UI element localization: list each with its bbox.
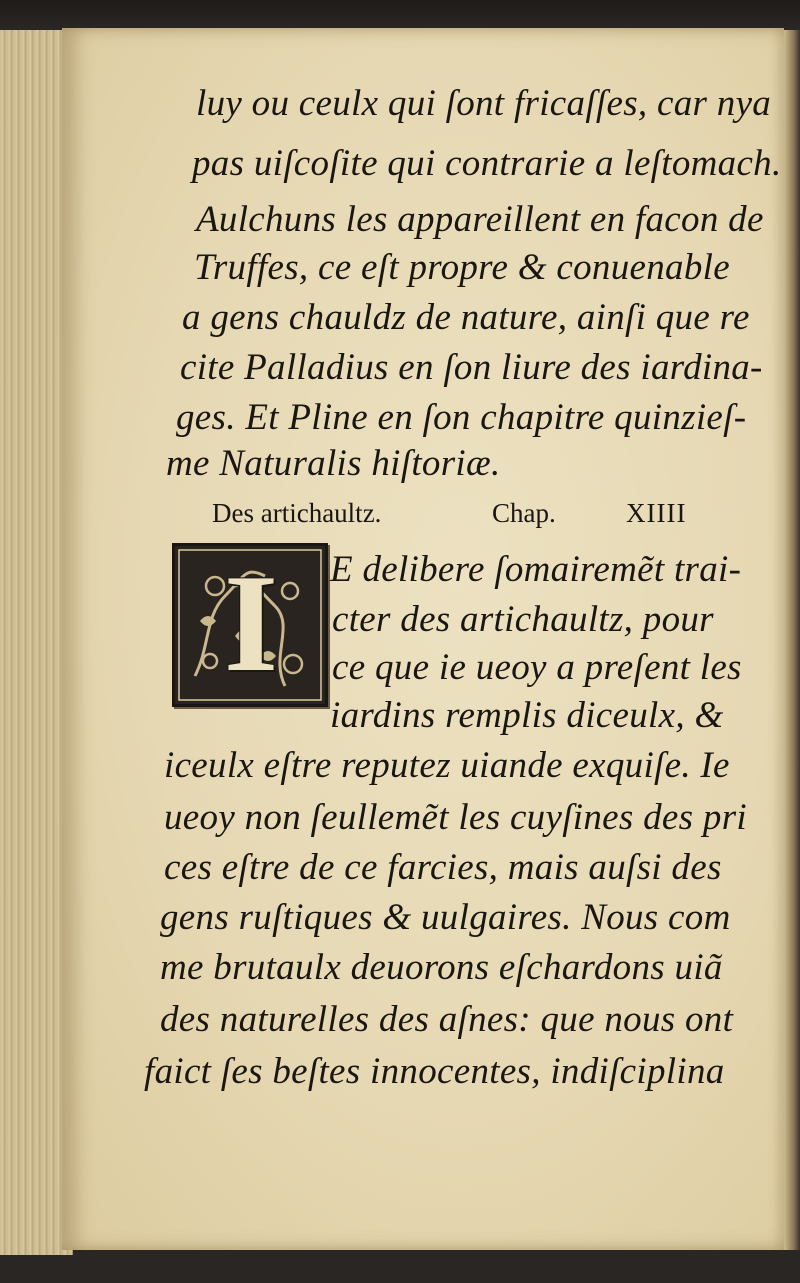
text-line: Aulchuns les appareillent en facon de — [196, 199, 764, 240]
text-line: iceulx eſtre reputez uiande exquiſe. Ie — [164, 745, 730, 786]
text-line: cite Palladius en ſon liure des iardina- — [180, 347, 763, 388]
text-line: des naturelles des aſnes: que nous ont — [160, 999, 734, 1040]
chapter-number: XIIII — [626, 498, 687, 528]
text-line: me brutaulx deuorons eſchardons uiã — [160, 947, 723, 988]
initial-letter: I — [223, 546, 279, 701]
chapter-heading — [212, 498, 742, 538]
text-line: Truffes, ce eſt propre & conuenable — [194, 247, 730, 288]
decorated-initial — [172, 543, 328, 707]
chapter-label: Chap. — [492, 498, 556, 528]
text-line: a gens chauldz de nature, ainſi que re — [182, 297, 750, 338]
text-line: faict ſes beſtes innocentes, indiſciplina — [144, 1051, 725, 1092]
chapter-title: Des artichaultz. — [212, 498, 382, 528]
text-line: cter des artichaultz, pour — [332, 599, 714, 640]
text-line: ce que ie ueoy a preſent les — [332, 647, 742, 688]
text-line: gens ruſtiques & uulgaires. Nous com — [160, 897, 731, 938]
text-line: iardins remplis diceulx, & — [330, 695, 724, 736]
text-line: pas uiſcoſite qui contrarie a leſtomach. — [192, 143, 782, 184]
text-line: ges. Et Pline en ſon chapitre quinzieſ- — [176, 397, 747, 438]
text-line: E delibere ſomairemẽt trai- — [330, 549, 742, 590]
text-line: me Naturalis hiſtoriæ. — [166, 443, 501, 484]
text-line: luy ou ceulx qui ſont fricaſſes, car nya — [196, 83, 772, 124]
text-line: ces eſtre de ce farcies, mais auſsi des — [164, 847, 722, 888]
text-line: ueoy non ſeullemẽt les cuyſines des pri — [164, 797, 747, 838]
